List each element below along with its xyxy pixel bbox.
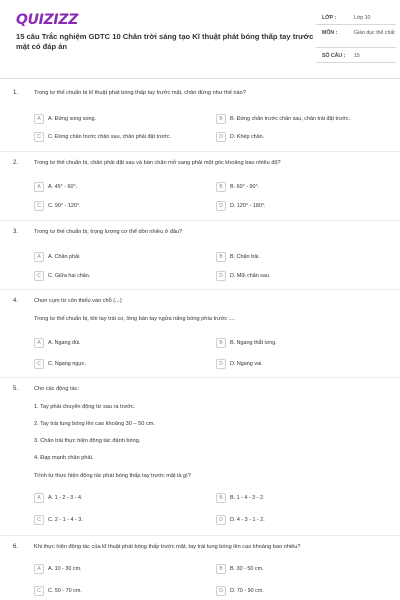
option-text: B. Đứng chân trước chân sau, chân trái đặt trước. [230,115,351,122]
option-text: B. 60° - 90°. [230,183,260,190]
answer-option-b[interactable] [216,113,350,124]
option-letter-box: A [34,338,44,348]
option-letter-box: C [34,586,44,596]
option-letter-box: D [216,201,226,211]
option-text: D. Ngang vai. [230,360,263,367]
answer-option-d[interactable] [216,585,264,596]
answer-option-d[interactable] [216,358,263,369]
meta-key: LỚP : [322,15,337,21]
question-text: Khi thực hiện động tác của kĩ thuật phát bóng thấp trước mặt, tay trái tung bóng lên cao khoảng bao nhiêu? [34,544,301,550]
answer-option-c[interactable] [34,200,80,211]
option-letter-box: B [216,493,226,503]
answer-option-a[interactable] [34,563,82,574]
option-text: C. Giữa hai chân. [48,272,91,279]
option-text: C. 90° - 120°. [48,202,81,209]
option-letter-box: B [216,114,226,124]
question-text: Chọn cụm từ còn thiếu vào chỗ (...) [34,298,122,304]
answer-option-b[interactable] [216,251,260,262]
worksheet-title: 15 câu Trắc nghiệm GDTC 10 Chân trời sáng tạo Kĩ thuật phát bóng thấp tay trước mặt có đáp án [16,32,314,51]
option-letter-box: D [216,586,226,596]
meta-value: Giáo dục thể chất [354,30,395,36]
answer-option-d[interactable] [216,270,270,281]
question-detail-line: 1. Tay phải chuyển động từ sau ra trước. [34,404,136,410]
question-detail-line: 3. Chân trái thực hiện động tác đánh bóng. [34,438,141,444]
option-letter-box: B [216,564,226,574]
question-divider [0,289,400,290]
question-divider [0,220,400,221]
question-number: 2. [13,160,19,166]
answer-option-c[interactable] [34,585,82,596]
option-text: D. Mũi chân sau. [230,272,271,279]
meta-row-subject [316,25,396,48]
meta-key: SỐ CÂU : [322,53,346,59]
answer-option-b[interactable] [216,492,264,503]
answer-option-d[interactable] [216,514,265,525]
answer-option-c[interactable] [34,270,90,281]
answer-option-c[interactable] [34,131,171,142]
option-text: D. 4 - 3 - 1 - 2. [230,516,265,523]
option-text: B. 30 - 50 cm. [230,565,264,572]
question-number: 3. [13,229,19,235]
answer-option-c[interactable] [34,514,83,525]
question-divider [0,377,400,378]
meta-value: 15 [354,53,360,59]
option-text: A. Ngang đùi. [48,339,81,346]
question-text: Cho các động tác: [34,386,80,392]
option-text: C. 2 - 1 - 4 - 3. [48,516,83,523]
header-divider [0,78,400,79]
option-letter-box: D [216,359,226,369]
option-text: C. Ngang ngực. [48,360,87,367]
worksheet-meta-table [316,10,396,63]
question-detail-line: Trình tự thực hiện động tác phát bóng thấp tay trước mặt là gì? [34,473,191,479]
question-detail-line: 4. Đạp mạnh chân phải. [34,455,94,461]
option-letter-box: A [34,182,44,192]
answer-option-a[interactable] [34,337,81,348]
answer-option-b[interactable] [216,337,277,348]
answer-option-a[interactable] [34,181,77,192]
option-letter-box: A [34,252,44,262]
question-text: Trong tư thế chuẩn bị kĩ thuật phát bóng thấp tay trước mặt, chân đứng như thế nào? [34,90,246,96]
question-number: 6. [13,544,19,550]
question-divider [0,151,400,152]
option-letter-box: D [216,515,226,525]
option-text: A. 45° - 60°. [48,183,78,190]
question-text: Trong tư thế chuẩn bị, trọng lượng cơ thể dồn nhiều ở đâu? [34,229,183,235]
answer-option-d[interactable] [216,131,264,142]
meta-row-count [316,48,396,63]
question-number: 5. [13,386,19,392]
option-text: D. Khép chân. [230,133,265,140]
answer-option-a[interactable] [34,492,82,503]
option-letter-box: A [34,493,44,503]
option-text: B. 1 - 4 - 3 - 2. [230,494,265,501]
option-letter-box: D [216,271,226,281]
option-letter-box: C [34,515,44,525]
option-letter-box: B [216,338,226,348]
meta-value: Lớp 10 [354,15,371,21]
option-text: C. 50 - 70 cm. [48,587,82,594]
answer-option-d[interactable] [216,200,265,211]
option-text: A. Đứng song song. [48,115,96,122]
meta-row-class [316,10,396,25]
option-text: A. 10 - 30 cm. [48,565,82,572]
option-letter-box: A [34,114,44,124]
question-detail-line: Trong tư thế chuẩn bị, khi tay trái co, lòng bàn tay ngửa nâng bóng phía trước .... [34,316,235,322]
option-text: B. Chân trái. [230,253,260,260]
answer-option-b[interactable] [216,181,259,192]
option-text: B. Ngang thắt lưng. [230,339,277,346]
question-text: Trong tư thế chuẩn bị, chân phải đặt sau và bàn chân mở sang phải một góc khoảng bao nhiêu độ? [34,160,281,166]
option-text: C. Đứng chân trước chân sau, chân phải đặt trước. [48,133,172,140]
option-letter-box: A [34,564,44,574]
worksheet-header [12,10,395,70]
option-letter-box: B [216,252,226,262]
question-detail-line: 2. Tay trái tung bóng lên cao khoảng 30 – 50 cm. [34,421,155,427]
option-text: D. 70 - 90 cm. [230,587,264,594]
question-number: 4. [13,298,19,304]
question-number: 1. [13,90,19,96]
option-letter-box: C [34,132,44,142]
option-text: A. 1 - 2 - 3 - 4. [48,494,83,501]
question-divider [0,535,400,536]
meta-key: MÔN : [322,30,338,36]
answer-option-c[interactable] [34,358,86,369]
option-letter-box: C [34,359,44,369]
option-text: A. Chân phải. [48,253,81,260]
option-letter-box: C [34,201,44,211]
option-letter-box: C [34,271,44,281]
option-letter-box: D [216,132,226,142]
option-text: D. 120° - 180°. [230,202,266,209]
quizizz-logo: QUIZIZZ [16,12,79,28]
answer-option-b[interactable] [216,563,264,574]
answer-option-a[interactable] [34,113,96,124]
answer-option-a[interactable] [34,251,81,262]
option-letter-box: B [216,182,226,192]
